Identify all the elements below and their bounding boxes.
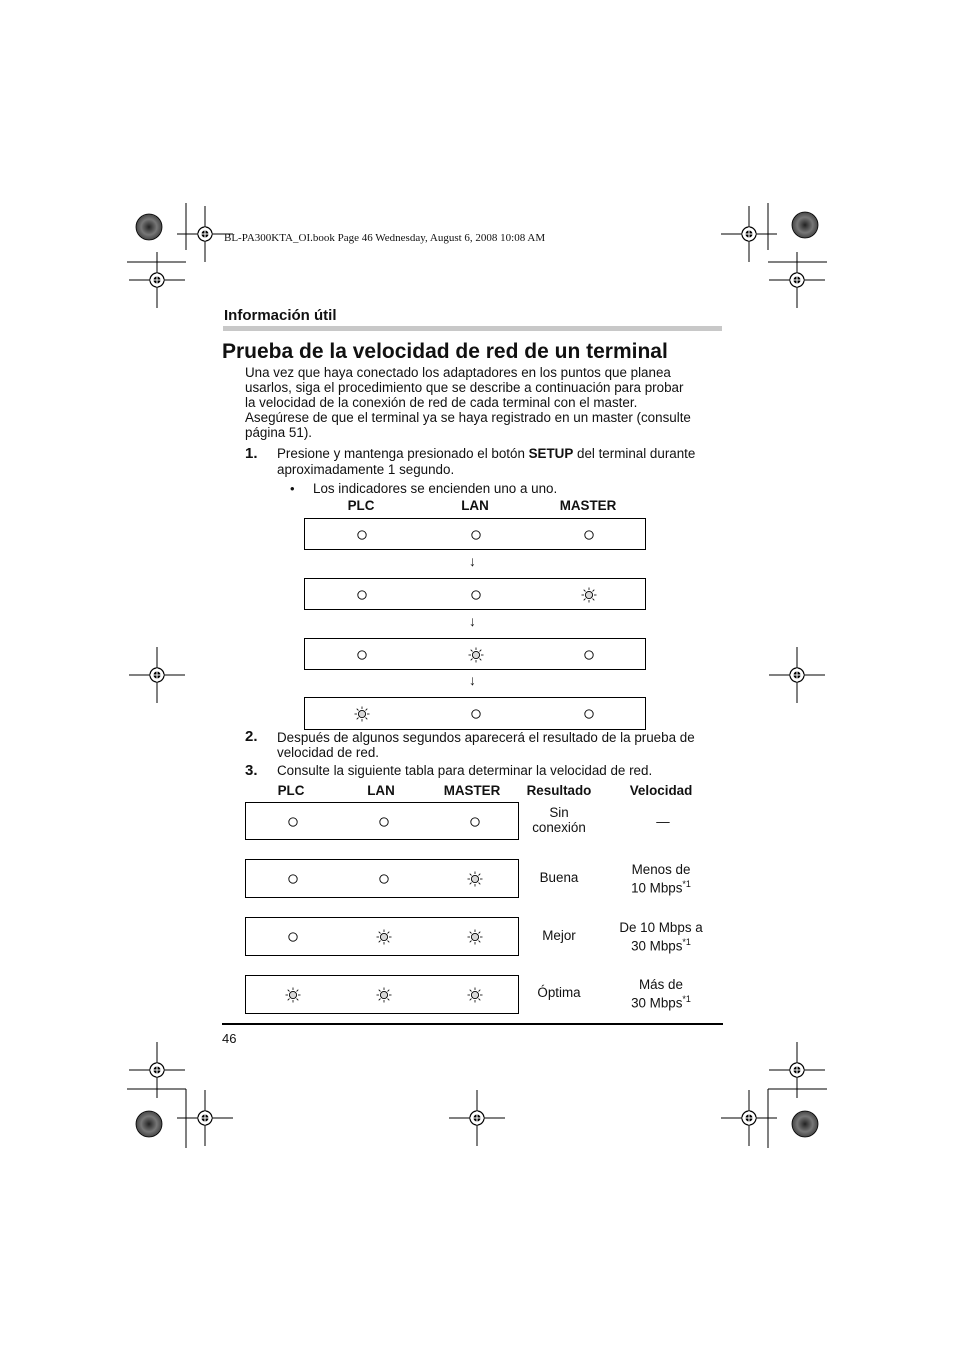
diagram-header-master: MASTER: [559, 498, 617, 513]
diagram-header-plc: PLC: [347, 498, 375, 513]
table-header-result: Resultado: [526, 783, 592, 798]
table-header-lan: LAN: [367, 783, 395, 798]
step-3-number: 3.: [245, 762, 258, 779]
lan-indicator-icon: [376, 987, 392, 1003]
plc-indicator-icon: [285, 987, 301, 1003]
speed-line: —: [656, 814, 670, 829]
master-indicator-icon: [467, 987, 483, 1003]
footer-rule: [222, 1023, 723, 1025]
section-divider: [223, 326, 722, 331]
master-indicator-icon: [581, 706, 597, 722]
plc-indicator-icon: [285, 929, 301, 945]
lan-indicator-icon: [376, 929, 392, 945]
intro-line: Asegúrese de que el terminal ya se haya registrado en un master (consulte: [245, 409, 691, 425]
lan-indicator-icon: [376, 871, 392, 887]
speed-line: Más de: [639, 977, 683, 992]
lan-indicator-icon: [468, 527, 484, 543]
result-cell: Óptima: [537, 985, 581, 1000]
speed-cell: [608, 814, 718, 829]
result-cell: Buena: [539, 870, 579, 885]
step-1-bullet: Los indicadores se encienden uno a uno.: [313, 481, 558, 496]
master-indicator-icon: [581, 647, 597, 663]
footnote-marker: *1: [682, 879, 691, 889]
lan-indicator-icon: [468, 706, 484, 722]
lan-indicator-icon: [468, 647, 484, 663]
indicator-sequence-box: [304, 578, 646, 610]
speed-cell: [606, 862, 716, 895]
table-row-indicators: [245, 859, 519, 898]
table-row-indicators: [245, 802, 519, 840]
lan-indicator-icon: [468, 587, 484, 603]
table-row-indicators: [245, 975, 519, 1014]
indicator-sequence-box: [304, 638, 646, 670]
result-cell: [509, 805, 609, 835]
table-row-indicators: [245, 917, 519, 956]
indicator-sequence-box: [304, 697, 646, 730]
section-label: Información útil: [224, 307, 337, 324]
step-1-text-after: del terminal durante: [573, 446, 696, 461]
step-1-number: 1.: [245, 445, 258, 462]
master-indicator-icon: [581, 587, 597, 603]
intro-line: página 51).: [245, 424, 313, 440]
speed-line: 10 Mbps: [631, 880, 683, 896]
page-title: Prueba de la velocidad de red de un terminal: [222, 340, 668, 363]
intro-line: la velocidad de la conexión de red de cada terminal con el master.: [245, 394, 638, 410]
master-indicator-icon: [581, 527, 597, 543]
down-arrow-icon: ↓: [469, 553, 476, 569]
speed-line: De 10 Mbps a: [619, 920, 703, 935]
table-header-plc: PLC: [277, 783, 305, 798]
master-indicator-icon: [467, 929, 483, 945]
step-1-text-before: Presione y mantenga presionado el botón: [277, 446, 529, 461]
table-header-master: MASTER: [443, 783, 501, 798]
lan-indicator-icon: [376, 814, 392, 830]
speed-line: Menos de: [631, 862, 691, 877]
step-1-text: [277, 446, 725, 478]
speed-cell: [606, 977, 716, 1010]
book-file-info: BL-PA300KTA_OI.book Page 46 Wednesday, August 6, 2008 10:08 AM: [224, 232, 546, 244]
result-line: Sin: [549, 805, 569, 820]
footnote-marker: *1: [682, 937, 691, 947]
indicator-sequence-box: [304, 518, 646, 550]
diagram-header-lan: LAN: [461, 498, 489, 513]
bullet-dot: •: [290, 481, 295, 496]
intro-line: usarlos, siga el procedimiento que se describe a continuación para probar: [245, 379, 684, 395]
master-indicator-icon: [467, 814, 483, 830]
table-header-speed: Velocidad: [629, 783, 693, 798]
plc-indicator-icon: [285, 814, 301, 830]
setup-button-label: SETUP: [528, 446, 574, 461]
down-arrow-icon: ↓: [469, 672, 476, 688]
footnote-marker: *1: [682, 994, 691, 1004]
step-2-line-2: velocidad de red.: [277, 745, 379, 760]
master-indicator-icon: [467, 871, 483, 887]
plc-indicator-icon: [354, 706, 370, 722]
step-2-text: [277, 730, 725, 760]
intro-paragraph: [245, 366, 725, 441]
plc-indicator-icon: [285, 871, 301, 887]
plc-indicator-icon: [354, 587, 370, 603]
step-1-line-2: aproximadamente 1 segundo.: [277, 462, 455, 477]
speed-cell: [606, 920, 716, 953]
speed-line: 30 Mbps: [631, 938, 683, 954]
plc-indicator-icon: [354, 647, 370, 663]
down-arrow-icon: ↓: [469, 613, 476, 629]
speed-line: 30 Mbps: [631, 995, 683, 1011]
page-number: 46: [222, 1031, 237, 1046]
step-3-text: Consulte la siguiente tabla para determinar la velocidad de red.: [277, 763, 653, 778]
step-2-line-1: Después de algunos segundos aparecerá el resultado de la prueba de: [277, 730, 695, 745]
intro-line: Una vez que haya conectado los adaptadores en los puntos que planea: [245, 365, 671, 380]
plc-indicator-icon: [354, 527, 370, 543]
result-cell: Mejor: [542, 928, 576, 943]
result-line: conexión: [532, 820, 586, 835]
step-2-number: 2.: [245, 728, 258, 745]
